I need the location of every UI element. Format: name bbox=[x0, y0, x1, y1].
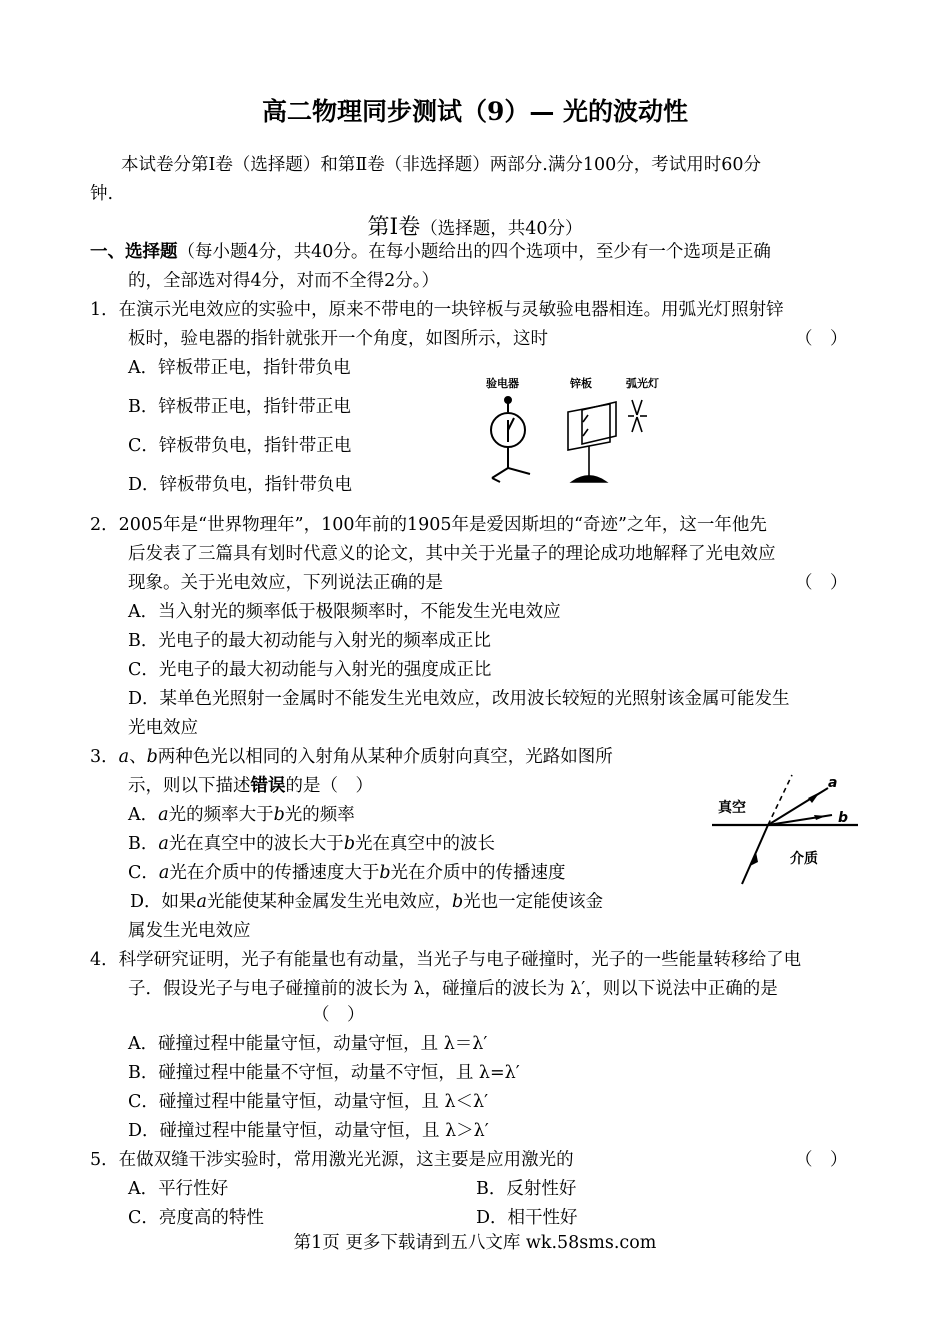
q4-option-b: B．碰撞过程中能量不守恒，动量不守恒，且 λ=λ′ bbox=[128, 1063, 520, 1083]
zinc-plate-label: 锌板 bbox=[570, 377, 592, 390]
section-desc-2: 的，全部选对得4分，对而不全得2分。） bbox=[128, 271, 440, 291]
q2-answer-blank: （ ） bbox=[795, 573, 848, 593]
vacuum-label: 真空 bbox=[718, 800, 746, 816]
electroscope-label: 验电器 bbox=[486, 377, 519, 390]
q3-option-b-mid: 光在真空中的波长大于 bbox=[168, 834, 344, 854]
incident-arrow bbox=[750, 852, 758, 866]
q1-stem-2: 板时，验电器的指针就张开一个角度，如图所示，这时 bbox=[128, 329, 548, 349]
intro-line-1: 本试卷分第Ⅰ卷（选择题）和第Ⅱ卷（非选择题）两部分.满分100分，考试用时60分 bbox=[121, 155, 762, 175]
ray-a-arrow bbox=[808, 792, 820, 803]
q3-stem2-pre: 示，则以下描述 bbox=[128, 776, 251, 796]
q3-stem-1 bbox=[90, 743, 613, 772]
q3-option-c bbox=[128, 859, 566, 888]
q3-option-a bbox=[128, 801, 355, 830]
q3-option-d-pre: D．如果 bbox=[130, 892, 197, 912]
electroscope-drawing bbox=[491, 397, 530, 482]
q3-option-a-post: 光的频率 bbox=[284, 805, 355, 825]
q1-answer-blank: （ ） bbox=[795, 329, 848, 349]
q3-number: 3． bbox=[90, 747, 119, 767]
q3-option-c-pre: C． bbox=[128, 863, 159, 883]
q2-stem-1: 2．2005年是“世界物理年”，100年前的1905年是爱因斯坦的“奇迹”之年，这一年他先 bbox=[90, 515, 767, 535]
q2-stem-2: 后发表了三篇具有划时代意义的论文，其中关于光量子的理论成功地解释了光电效应 bbox=[128, 544, 776, 564]
q5-option-b: B．反射性好 bbox=[476, 1179, 577, 1199]
photoelectric-figure bbox=[470, 370, 690, 495]
q3-option-a-pre: A． bbox=[128, 805, 159, 825]
q3-emphasis: 错误 bbox=[250, 776, 286, 796]
page-title: 高二物理同步测试（9）— 光的波动性 bbox=[261, 97, 689, 126]
q4-option-d: D．碰撞过程中能量守恒，动量守恒，且 λ＞λ′ bbox=[128, 1121, 489, 1141]
arc-lamp-drawing bbox=[628, 400, 647, 432]
q3-option-d-var2: b bbox=[451, 892, 464, 912]
q3-stem-text: 两种色光以相同的入射角从某种介质射向真空，光路如图所 bbox=[157, 747, 613, 767]
arc-lamp-label: 弧光灯 bbox=[626, 377, 659, 390]
q2-option-c: C．光电子的最大初动能与入射光的强度成正比 bbox=[128, 660, 492, 680]
q5-answer-blank: （ ） bbox=[795, 1150, 848, 1170]
q4-stem-2: 子．假设光子与电子碰撞前的波长为 λ，碰撞后的波长为 λ′，则以下说法中正确的是 bbox=[128, 979, 778, 999]
q3-option-b bbox=[128, 830, 495, 859]
q3-option-b-post: 光在真空中的波长 bbox=[355, 834, 496, 854]
ray-b-label: b bbox=[838, 810, 849, 826]
q3-var-b: b bbox=[146, 747, 158, 767]
q3-var-a: a bbox=[118, 747, 130, 767]
page-footer: 第1页 更多下载请到五八文库 wk.58sms.com bbox=[293, 1233, 657, 1253]
q2-option-b: B．光电子的最大初动能与入射光的频率成正比 bbox=[128, 631, 491, 651]
q3-option-d bbox=[130, 888, 603, 917]
q4-answer-blank: （ ） bbox=[312, 1005, 365, 1025]
q3-option-d-cont: 属发生光电效应 bbox=[128, 921, 251, 941]
q2-option-d-cont: 光电效应 bbox=[128, 718, 198, 738]
q2-option-d: D．某单色光照射一金属时不能发生光电效应，改用波长较短的光照射该金属可能发生 bbox=[128, 689, 790, 709]
q3-option-a-var2: b bbox=[273, 805, 285, 825]
q3-option-d-var1: a bbox=[196, 892, 207, 912]
q5-stem: 5．在做双缝干涉实验时，常用激光光源，这主要是应用激光的 bbox=[90, 1150, 574, 1170]
q3-option-d-mid: 光能使某种金属发生光电效应， bbox=[206, 892, 452, 912]
q3-sep: 、 bbox=[129, 747, 147, 767]
q3-option-a-var1: a bbox=[158, 805, 169, 825]
q2-option-a: A．当入射光的频率低于极限频率时，不能发生光电效应 bbox=[128, 602, 561, 622]
q3-option-b-var2: b bbox=[343, 834, 356, 854]
volume-subtitle: （选择题，共40分） bbox=[420, 219, 583, 239]
section-label: 一、选择题 bbox=[90, 242, 178, 262]
q3-option-c-mid: 光在介质中的传播速度大于 bbox=[169, 863, 380, 883]
intro-line-2: 钟. bbox=[90, 184, 114, 204]
q1-option-c: C．锌板带负电，指针带正电 bbox=[128, 436, 352, 456]
q3-option-c-var1: a bbox=[158, 863, 170, 883]
q5-option-a: A．平行性好 bbox=[128, 1179, 229, 1199]
q3-option-c-var2: b bbox=[379, 863, 391, 883]
q1-stem-1: 1．在演示光电效应的实验中，原来不带电的一块锌板与灵敏验电器相连。用弧光灯照射锌 bbox=[90, 300, 784, 320]
q4-option-a: A．碰撞过程中能量守恒，动量守恒，且 λ＝λ′ bbox=[128, 1034, 488, 1054]
q3-option-b-var1: a bbox=[158, 834, 169, 854]
q4-stem-1: 4．科学研究证明，光子有能量也有动量，当光子与电子碰撞时，光子的一些能量转移给了电 bbox=[90, 950, 802, 970]
q5-option-c: C．亮度高的特性 bbox=[128, 1208, 264, 1228]
q1-option-b: B．锌板带正电，指针带正电 bbox=[128, 397, 351, 417]
section-header bbox=[90, 238, 771, 267]
q3-stem-2 bbox=[128, 772, 373, 801]
q2-stem-3: 现象。关于光电效应，下列说法正确的是 bbox=[128, 573, 443, 593]
q4-option-c: C．碰撞过程中能量守恒，动量守恒，且 λ＜λ′ bbox=[128, 1092, 489, 1112]
q3-stem2-post: 的是（ ） bbox=[285, 776, 373, 796]
q5-option-d: D．相干性好 bbox=[476, 1208, 578, 1228]
q3-option-d-post: 光也一定能使该金 bbox=[463, 892, 604, 912]
q3-option-a-mid: 光的频率大于 bbox=[168, 805, 274, 825]
ray-a-label: a bbox=[828, 775, 838, 791]
q3-option-c-post: 光在介质中的传播速度 bbox=[390, 863, 566, 883]
q1-option-d: D．锌板带负电，指针带负电 bbox=[128, 475, 353, 495]
section-desc: （每小题4分，共40分。在每小题给出的四个选项中，至少有一个选项是正确 bbox=[177, 242, 771, 262]
q1-option-a: A．锌板带正电，指针带负电 bbox=[128, 358, 351, 378]
q3-option-b-pre: B． bbox=[128, 834, 159, 854]
medium-label: 介质 bbox=[790, 851, 818, 867]
refraction-figure bbox=[710, 770, 865, 890]
zinc-plate-drawing bbox=[568, 402, 616, 482]
volume-title: 第Ⅰ卷 bbox=[367, 215, 421, 240]
